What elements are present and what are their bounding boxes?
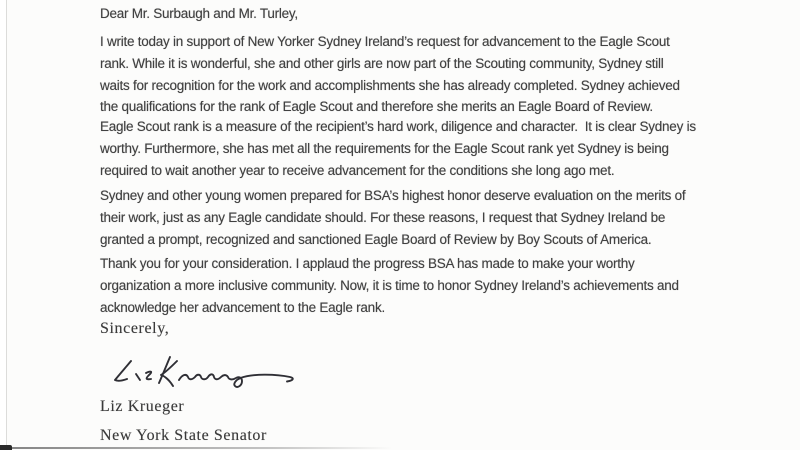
paragraph-2: [100, 116, 696, 181]
handwritten-signature: [106, 352, 316, 398]
closing-salutation: Sincerely,: [100, 320, 170, 337]
body-line: the qualifications for the rank of Eagle Scout and therefore she merits an Eagle Board of Review.: [100, 99, 653, 115]
body-line: Sydney and other young women prepared for BSA’s highest honor deserve evaluation on the merits of: [100, 188, 686, 203]
paragraph-3: [100, 185, 685, 250]
body-line: rank. While it is wonderful, she and other girls are now part of the Scouting community, Sydney still: [100, 55, 664, 71]
salutation: Dear Mr. Surbaugh and Mr. Turley,: [100, 6, 298, 21]
body-line: acknowledge her advancement to the Eagle rank.: [100, 299, 385, 315]
body-line: required to wait another year to receive advancement for the conditions she long ago met.: [100, 162, 615, 178]
paragraph-4: [100, 253, 679, 318]
paper-left-edge-line: [6, 0, 7, 450]
body-line: waits for recognition for the work and accomplishments she has already completed. Sydney achieved: [100, 77, 680, 93]
body-line: Thank you for your consideration. I applaud the progress BSA has made to make your worthy: [100, 256, 635, 271]
body-line: Eagle Scout rank is a measure of the recipient’s hard work, diligence and character. It is clear Sydney is: [100, 119, 696, 134]
signer-title: New York State Senator: [100, 427, 267, 444]
signer-name: Liz Krueger: [100, 398, 185, 415]
paragraph-1: [100, 31, 680, 118]
body-line: I write today in support of New Yorker Sydney Ireland’s request for advancement to the Eagle Scout: [100, 34, 670, 49]
letter-body: [100, 0, 740, 450]
body-line: worthy. Furthermore, she has met all the requirements for the Eagle Scout rank yet Sydney is being: [100, 140, 669, 156]
body-line: organization a more inclusive community. Now, it is time to honor Sydney Ireland’s achievements and: [100, 277, 679, 293]
body-line: granted a prompt, recognized and sanctioned Eagle Board of Review by Boy Scouts of America.: [100, 231, 652, 247]
signature-ink-icon: [106, 352, 316, 398]
body-line: their work, just as any Eagle candidate should. For these reasons, I request that Sydney Ireland be: [100, 209, 666, 225]
scan-corner-mark: [0, 445, 12, 450]
scan-bottom-edge-shadow: [0, 447, 392, 449]
